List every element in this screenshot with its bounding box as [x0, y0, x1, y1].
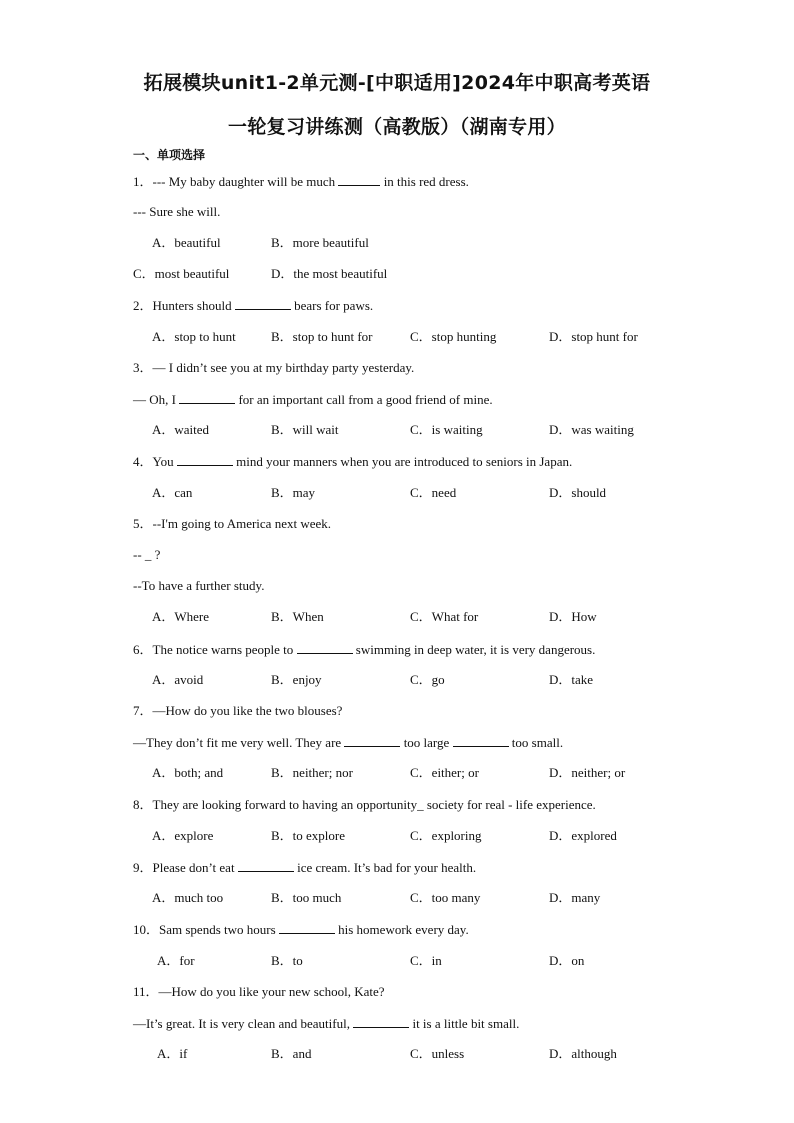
question-3-reply: — Oh, I for an important call from a good friend of mine. — [133, 392, 493, 407]
question-1-option-d[interactable]: D．the most beautiful — [271, 266, 388, 281]
question-1-reply: --- Sure she will. — [133, 204, 221, 219]
question-11-option-a[interactable]: A．if — [157, 1046, 188, 1061]
question-9-option-d[interactable]: D．many — [549, 890, 601, 905]
question-1-option-b[interactable]: B．more beautiful — [271, 235, 369, 250]
question-10-option-a[interactable]: A．for — [157, 953, 195, 968]
question-7-option-a[interactable]: A．both; and — [152, 765, 224, 780]
question-5-option-b[interactable]: B．When — [271, 609, 324, 624]
question-1-option-a[interactable]: A．beautiful — [152, 235, 221, 250]
answer-blank — [238, 859, 294, 872]
question-7-option-d[interactable]: D．neither; or — [549, 765, 626, 780]
answer-blank — [338, 173, 380, 186]
question-10-option-c[interactable]: C．in — [410, 953, 442, 968]
question-10-option-d[interactable]: D．on — [549, 953, 585, 968]
question-4-option-d[interactable]: D．should — [549, 485, 607, 500]
question-9-stem: 9．Please don’t eat ice cream. It’s bad for your health. — [133, 860, 477, 875]
question-5-option-a[interactable]: A．Where — [152, 609, 210, 624]
question-8-option-d[interactable]: D．explored — [549, 828, 617, 843]
question-4-stem: 4．You mind your manners when you are introduced to seniors in Japan. — [133, 454, 573, 469]
question-3-option-a[interactable]: A．waited — [152, 422, 210, 437]
question-6-option-b[interactable]: B．enjoy — [271, 672, 322, 687]
question-2-option-b[interactable]: B．stop to hunt for — [271, 329, 373, 344]
question-1-stem: 1．--- My baby daughter will be much in this red dress. — [133, 174, 469, 189]
question-11-option-b[interactable]: B．and — [271, 1046, 312, 1061]
question-9-option-b[interactable]: B．too much — [271, 890, 342, 905]
question-4-option-a[interactable]: A．can — [152, 485, 193, 500]
question-3-option-b[interactable]: B．will wait — [271, 422, 339, 437]
question-4-option-c[interactable]: C．need — [410, 485, 457, 500]
answer-blank — [177, 453, 233, 466]
question-8-stem: 8．They are looking forward to having an opportunity_ society for real - life experience. — [133, 797, 596, 812]
question-10-option-b[interactable]: B．to — [271, 953, 303, 968]
question-3-option-d[interactable]: D．was waiting — [549, 422, 634, 437]
answer-blank — [279, 921, 335, 934]
question-8-option-a[interactable]: A．explore — [152, 828, 214, 843]
question-7-option-c[interactable]: C．either; or — [410, 765, 479, 780]
question-11-stem: 11．—How do you like your new school, Kate? — [133, 984, 385, 999]
question-2-option-d[interactable]: D．stop hunt for — [549, 329, 638, 344]
question-6-option-c[interactable]: C．go — [410, 672, 445, 687]
question-6-option-a[interactable]: A．avoid — [152, 672, 204, 687]
question-7-option-b[interactable]: B．neither; nor — [271, 765, 353, 780]
question-5-option-d[interactable]: D．How — [549, 609, 597, 624]
question-5-option-c[interactable]: C．What for — [410, 609, 479, 624]
question-5-reply-2: --To have a further study. — [133, 578, 265, 593]
answer-blank — [235, 297, 291, 310]
document-title-line-1: 拓展模块unit1-2单元测-[中职适用]2024年中职高考英语 — [143, 72, 651, 94]
document-title-line-2: 一轮复习讲练测（高教版）（湖南专用） — [228, 116, 566, 138]
question-11-reply: —It’s great. It is very clean and beautiful, it is a little bit small. — [133, 1016, 520, 1031]
question-2-stem: 2．Hunters should bears for paws. — [133, 298, 374, 313]
section-heading: 一、单项选择 — [133, 148, 206, 162]
question-2-option-a[interactable]: A．stop to hunt — [152, 329, 236, 344]
answer-blank — [344, 734, 400, 747]
question-2-option-c[interactable]: C．stop hunting — [410, 329, 497, 344]
question-5-stem: 5．--I'm going to America next week. — [133, 516, 332, 531]
question-10-stem: 10．Sam spends two hours his homework every day. — [133, 922, 469, 937]
question-8-option-b[interactable]: B．to explore — [271, 828, 346, 843]
answer-blank — [353, 1015, 409, 1028]
question-6-option-d[interactable]: D．take — [549, 672, 594, 687]
question-9-option-a[interactable]: A．much too — [152, 890, 224, 905]
question-1-option-c[interactable]: C．most beautiful — [133, 266, 230, 281]
question-9-option-c[interactable]: C．too many — [410, 890, 481, 905]
question-4-option-b[interactable]: B．may — [271, 485, 316, 500]
question-5-reply-1: -- _ ? — [133, 547, 161, 562]
question-3-stem: 3．— I didn’t see you at my birthday party yesterday. — [133, 360, 415, 375]
answer-blank — [453, 734, 509, 747]
question-8-option-c[interactable]: C．exploring — [410, 828, 482, 843]
question-11-option-c[interactable]: C．unless — [410, 1046, 465, 1061]
answer-blank — [297, 641, 353, 654]
question-7-stem: 7．—How do you like the two blouses? — [133, 703, 343, 718]
question-7-reply: —They don’t fit me very well. They are too large too small. — [133, 735, 564, 750]
answer-blank — [179, 391, 235, 404]
question-11-option-d[interactable]: D．although — [549, 1046, 617, 1061]
question-3-option-c[interactable]: C．is waiting — [410, 422, 483, 437]
question-6-stem: 6．The notice warns people to swimming in deep water, it is very dangerous. — [133, 642, 596, 657]
